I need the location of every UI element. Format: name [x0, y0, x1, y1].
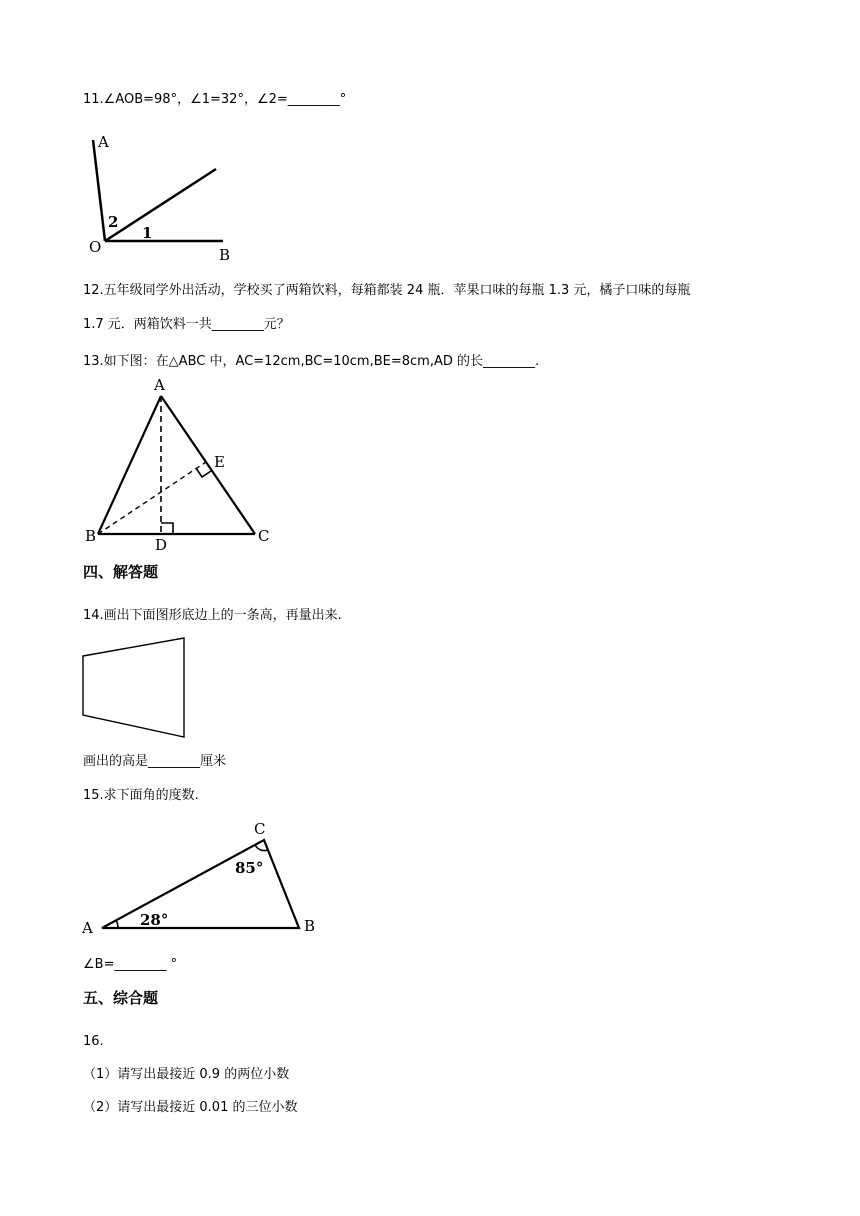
- question-14-text: 14.画出下面图形底边上的一条高，再量出来.: [83, 608, 342, 623]
- triangle-abc-figure: [80, 375, 280, 554]
- label-c: C: [254, 820, 266, 838]
- question-12-line1: 12.五年级同学外出活动，学校买了两箱饮料，每箱都装 24 瓶．苹果口味的每瓶 1.3 元，橘子口味的每瓶: [83, 283, 691, 298]
- question-16-part1: （1）请写出最接近 0.9 的两位小数: [83, 1067, 290, 1082]
- label-b: B: [219, 246, 231, 264]
- quadrilateral: [83, 638, 184, 737]
- ray-mid: [105, 169, 216, 241]
- label-2: 2: [108, 213, 119, 231]
- label-a: A: [82, 919, 93, 937]
- label-o: O: [89, 238, 102, 256]
- triangle: [102, 840, 299, 928]
- angle-aob-figure: [80, 128, 260, 263]
- label-d: D: [155, 536, 168, 554]
- right-angle-d: [161, 523, 173, 534]
- triangle-angles-figure: [80, 818, 330, 938]
- label-1: 1: [142, 224, 153, 242]
- angle-a-value: 28°: [140, 911, 169, 929]
- label-b: B: [85, 527, 97, 545]
- label-a: A: [98, 133, 109, 151]
- label-c: C: [258, 527, 270, 545]
- question-16-number: 16.: [83, 1034, 104, 1049]
- label-b: B: [304, 917, 316, 935]
- question-16-part2: （2）请写出最接近 0.01 的三位小数: [83, 1100, 298, 1115]
- question-15-answer: ∠B=________ °: [83, 957, 178, 972]
- quadrilateral-figure: [80, 634, 190, 744]
- angle-arc-a: [116, 920, 118, 928]
- question-12-line2: 1.7 元．两箱饮料一共________元？: [83, 317, 290, 332]
- right-angle-e: [196, 468, 211, 477]
- side-ac: [161, 396, 255, 534]
- section-5-heading: 五、综合题: [83, 989, 159, 1007]
- section-4-heading: 四、解答题: [83, 563, 159, 581]
- question-11-text: 11.∠AOB=98°，∠1=32°，∠2=________°: [83, 92, 347, 107]
- ray-oa: [93, 140, 105, 241]
- question-14-answer: 画出的高是________厘米: [83, 754, 227, 769]
- label-a: A: [154, 376, 165, 394]
- question-15-text: 15.求下面角的度数.: [83, 788, 199, 803]
- question-13-text: 13.如下图：在△ABC 中，AC=12cm,BC=10cm,BE=8cm,AD 的长________.: [83, 354, 540, 369]
- angle-c-value: 85°: [235, 859, 264, 877]
- label-e: E: [214, 453, 225, 471]
